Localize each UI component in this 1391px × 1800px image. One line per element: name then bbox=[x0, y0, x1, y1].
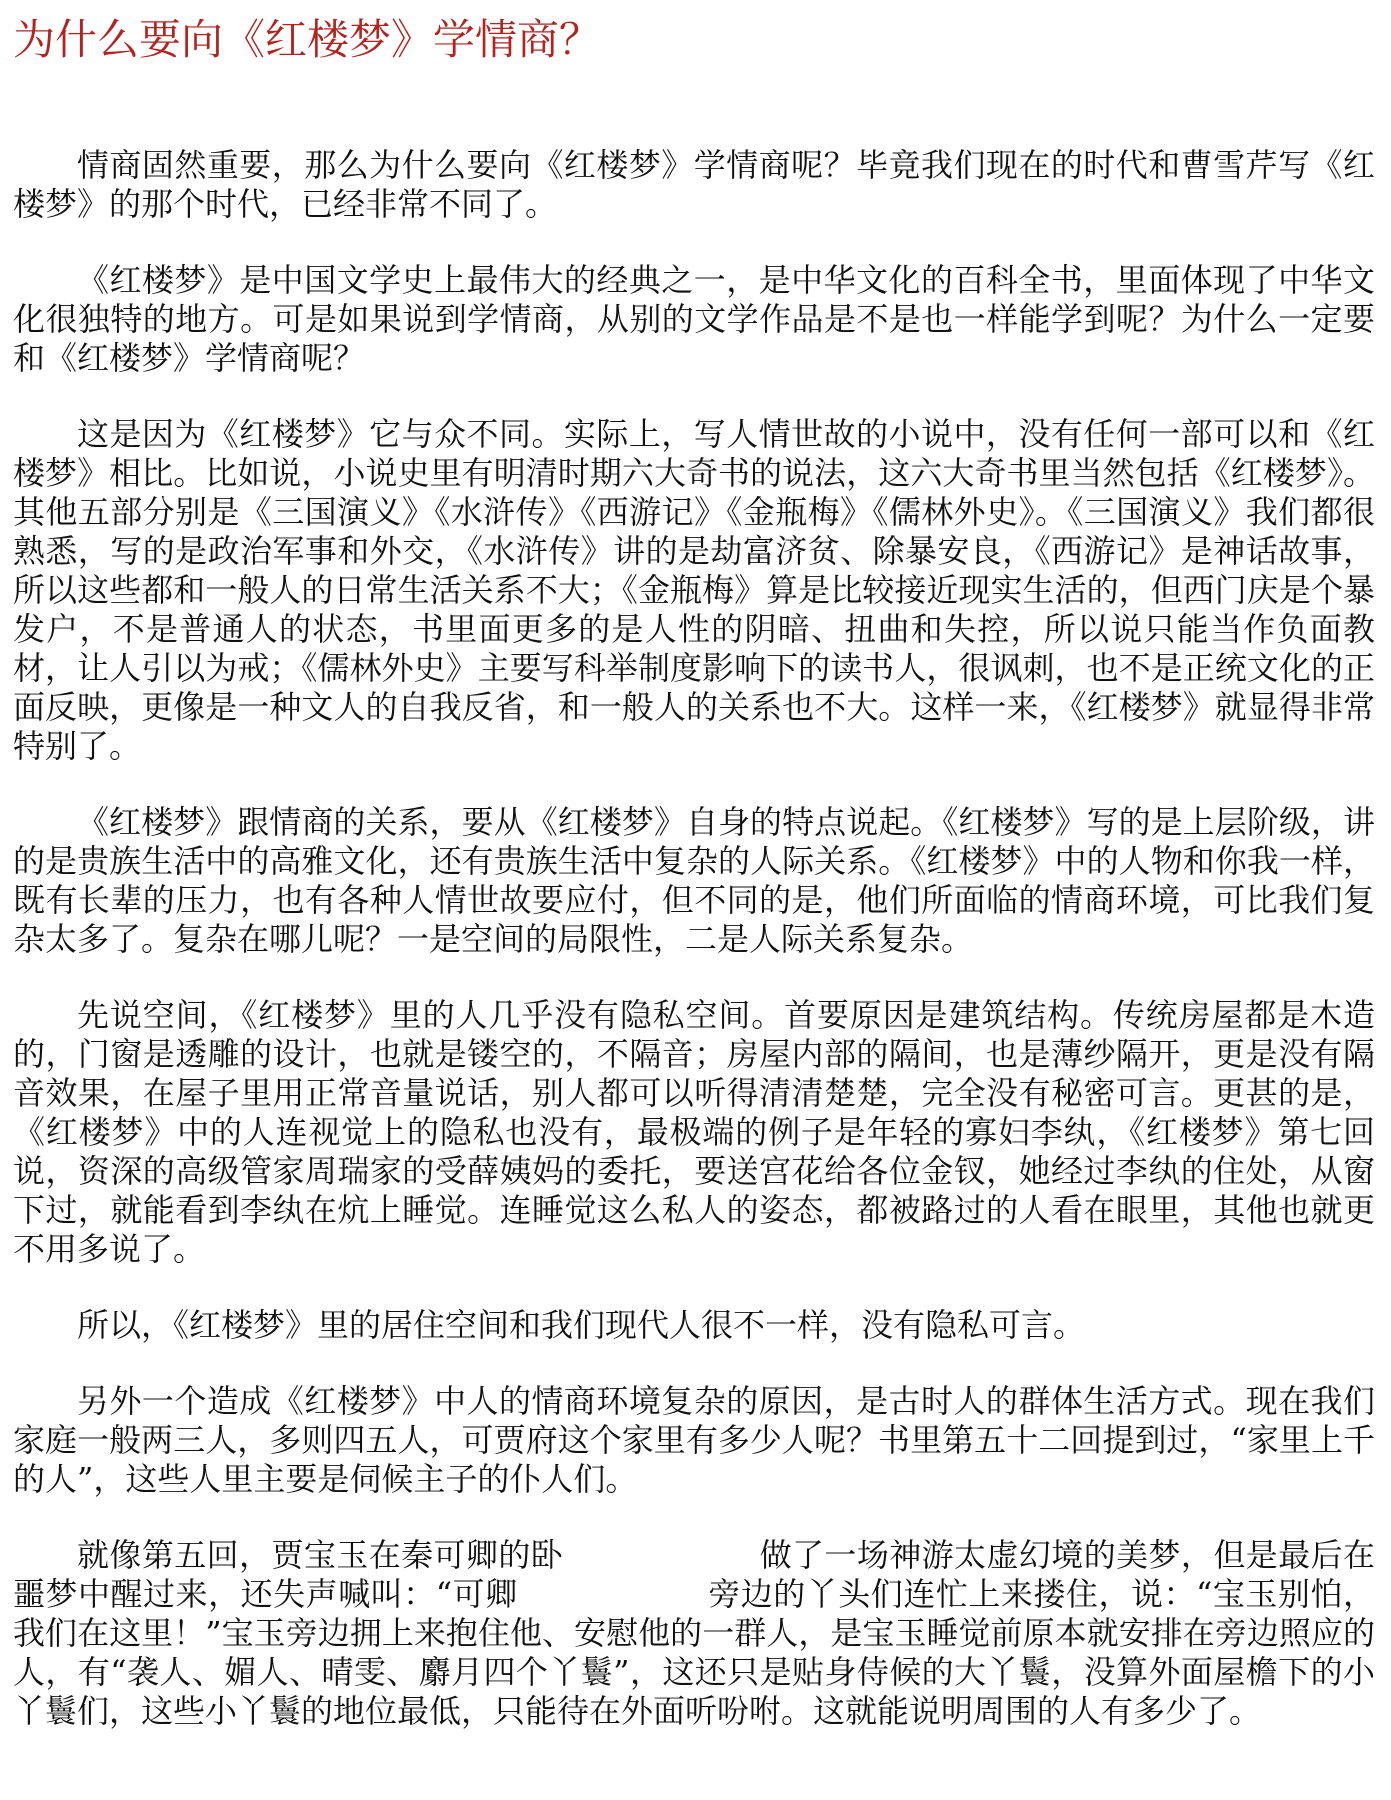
paragraph-4: 《红楼梦》跟情商的关系，要从《红楼梦》自身的特点说起。《红楼梦》写的是上层阶级，讲的是贵族生活中的高雅文化，还有贵族生活中复杂的人际关系。《红楼梦》中的人物和你我一样，既有长辈的压力，也有各种人情世故要应付，但不同的是，他们所面临的情商环境，可比我们复杂太多了。复杂在哪儿呢？一是空间的局限性，二是人际关系复杂。 bbox=[13, 803, 1375, 958]
paragraph-5: 先说空间，《红楼梦》里的人几乎没有隐私空间。首要原因是建筑结构。传统房屋都是木造的，门窗是透雕的设计，也就是镂空的，不隔音；房屋内部的隔间，也是薄纱隔开，更是没有隔音效果，在屋子里用正常音量说话，别人都可以听得清清楚楚，完全没有秘密可言。更甚的是，《红楼梦》中的人连视觉上的隐私也没有，最极端的例子是年轻的寡妇李纨，《红楼梦》第七回说，资深的高级管家周瑞家的受薛姨妈的委托，要送宫花给各位金钗，她经过李纨的住处，从窗下过，就能看到李纨在炕上睡觉。连睡觉这么私人的姿态，都被路过的人看在眼里，其他也就更不用多说了。 bbox=[13, 996, 1375, 1268]
paragraph-6: 所以，《红楼梦》里的居住空间和我们现代人很不一样，没有隐私可言。 bbox=[77, 1306, 1086, 1344]
article-title: 为什么要向《红楼梦》学情商？ bbox=[13, 15, 602, 64]
article-body bbox=[13, 146, 1375, 1731]
paragraph-8 bbox=[13, 1536, 1375, 1731]
paragraph-1: 情商固然重要，那么为什么要向《红楼梦》学情商呢？毕竟我们现在的时代和曹雪芹写《红楼梦》的那个时代，已经非常不同了。 bbox=[13, 146, 1375, 223]
paragraph-2: 《红楼梦》是中国文学史上最伟大的经典之一，是中华文化的百科全书，里面体现了中华文化很独特的地方。可是如果说到学情商，从别的文学作品是不是也一样能学到呢？为什么一定要和《红楼梦》学情商呢？ bbox=[13, 261, 1375, 377]
paragraph-7: 另外一个造成《红楼梦》中人的情商环境复杂的原因，是古时人的群体生活方式。现在我们家庭一般两三人，多则四五人，可贾府这个家里有多少人呢？书里第五十二回提到过，“家里上千的人”，这些人里主要是伺候主子的仆人们。 bbox=[13, 1382, 1375, 1498]
paragraph-8-part-1: 就像第五回，贾宝玉在秦可卿的卧 bbox=[77, 1536, 564, 1574]
paragraph-3: 这是因为《红楼梦》它与众不同。实际上，写人情世故的小说中，没有任何一部可以和《红楼梦》相比。比如说，小说史里有明清时期六大奇书的说法，这六大奇书里当然包括《红楼梦》。其他五部分别是《三国演义》《水浒传》《西游记》《金瓶梅》《儒林外史》。《三国演义》我们都很熟悉，写的是政治军事和外交，《水浒传》讲的是劫富济贫、除暴安良，《西游记》是神话故事，所以这些都和一般人的日常生活关系不大；《金瓶梅》算是比较接近现实生活的，但西门庆是个暴发户，不是普通人的状态，书里面更多的是人性的阴暗、扭曲和失控，所以说只能当作负面教材，让人引以为戒；《儒林外史》主要写科举制度影响下的读书人，很讽刺，也不是正统文化的正面反映，更像是一种文人的自我反省，和一般人的关系也不大。这样一来，《红楼梦》就显得非常特别了。 bbox=[13, 415, 1375, 765]
document-page bbox=[13, 0, 1375, 1800]
paragraph-8-part-2: 做了一场神游太虚幻境的美梦，但是最后在噩梦中醒过来，还失声喊叫：“可卿 bbox=[13, 1536, 1375, 1613]
paragraph-8-part-3: 旁边的丫头们连忙上来搂住，说：“宝玉别怕，我们在这里！”宝玉旁边拥上来抱住他、安慰他的一群人，是宝玉睡觉前原本就安排在旁边照应的人，有“袭人、媚人、晴雯、麝月四个丫鬟”，这还只是贴身侍候的大丫鬟，没算外面屋檐下的小丫鬟们，这些小丫鬟的地位最低，只能待在外面听吩咐。这就能说明周围的人有多少了。 bbox=[13, 1575, 1375, 1730]
